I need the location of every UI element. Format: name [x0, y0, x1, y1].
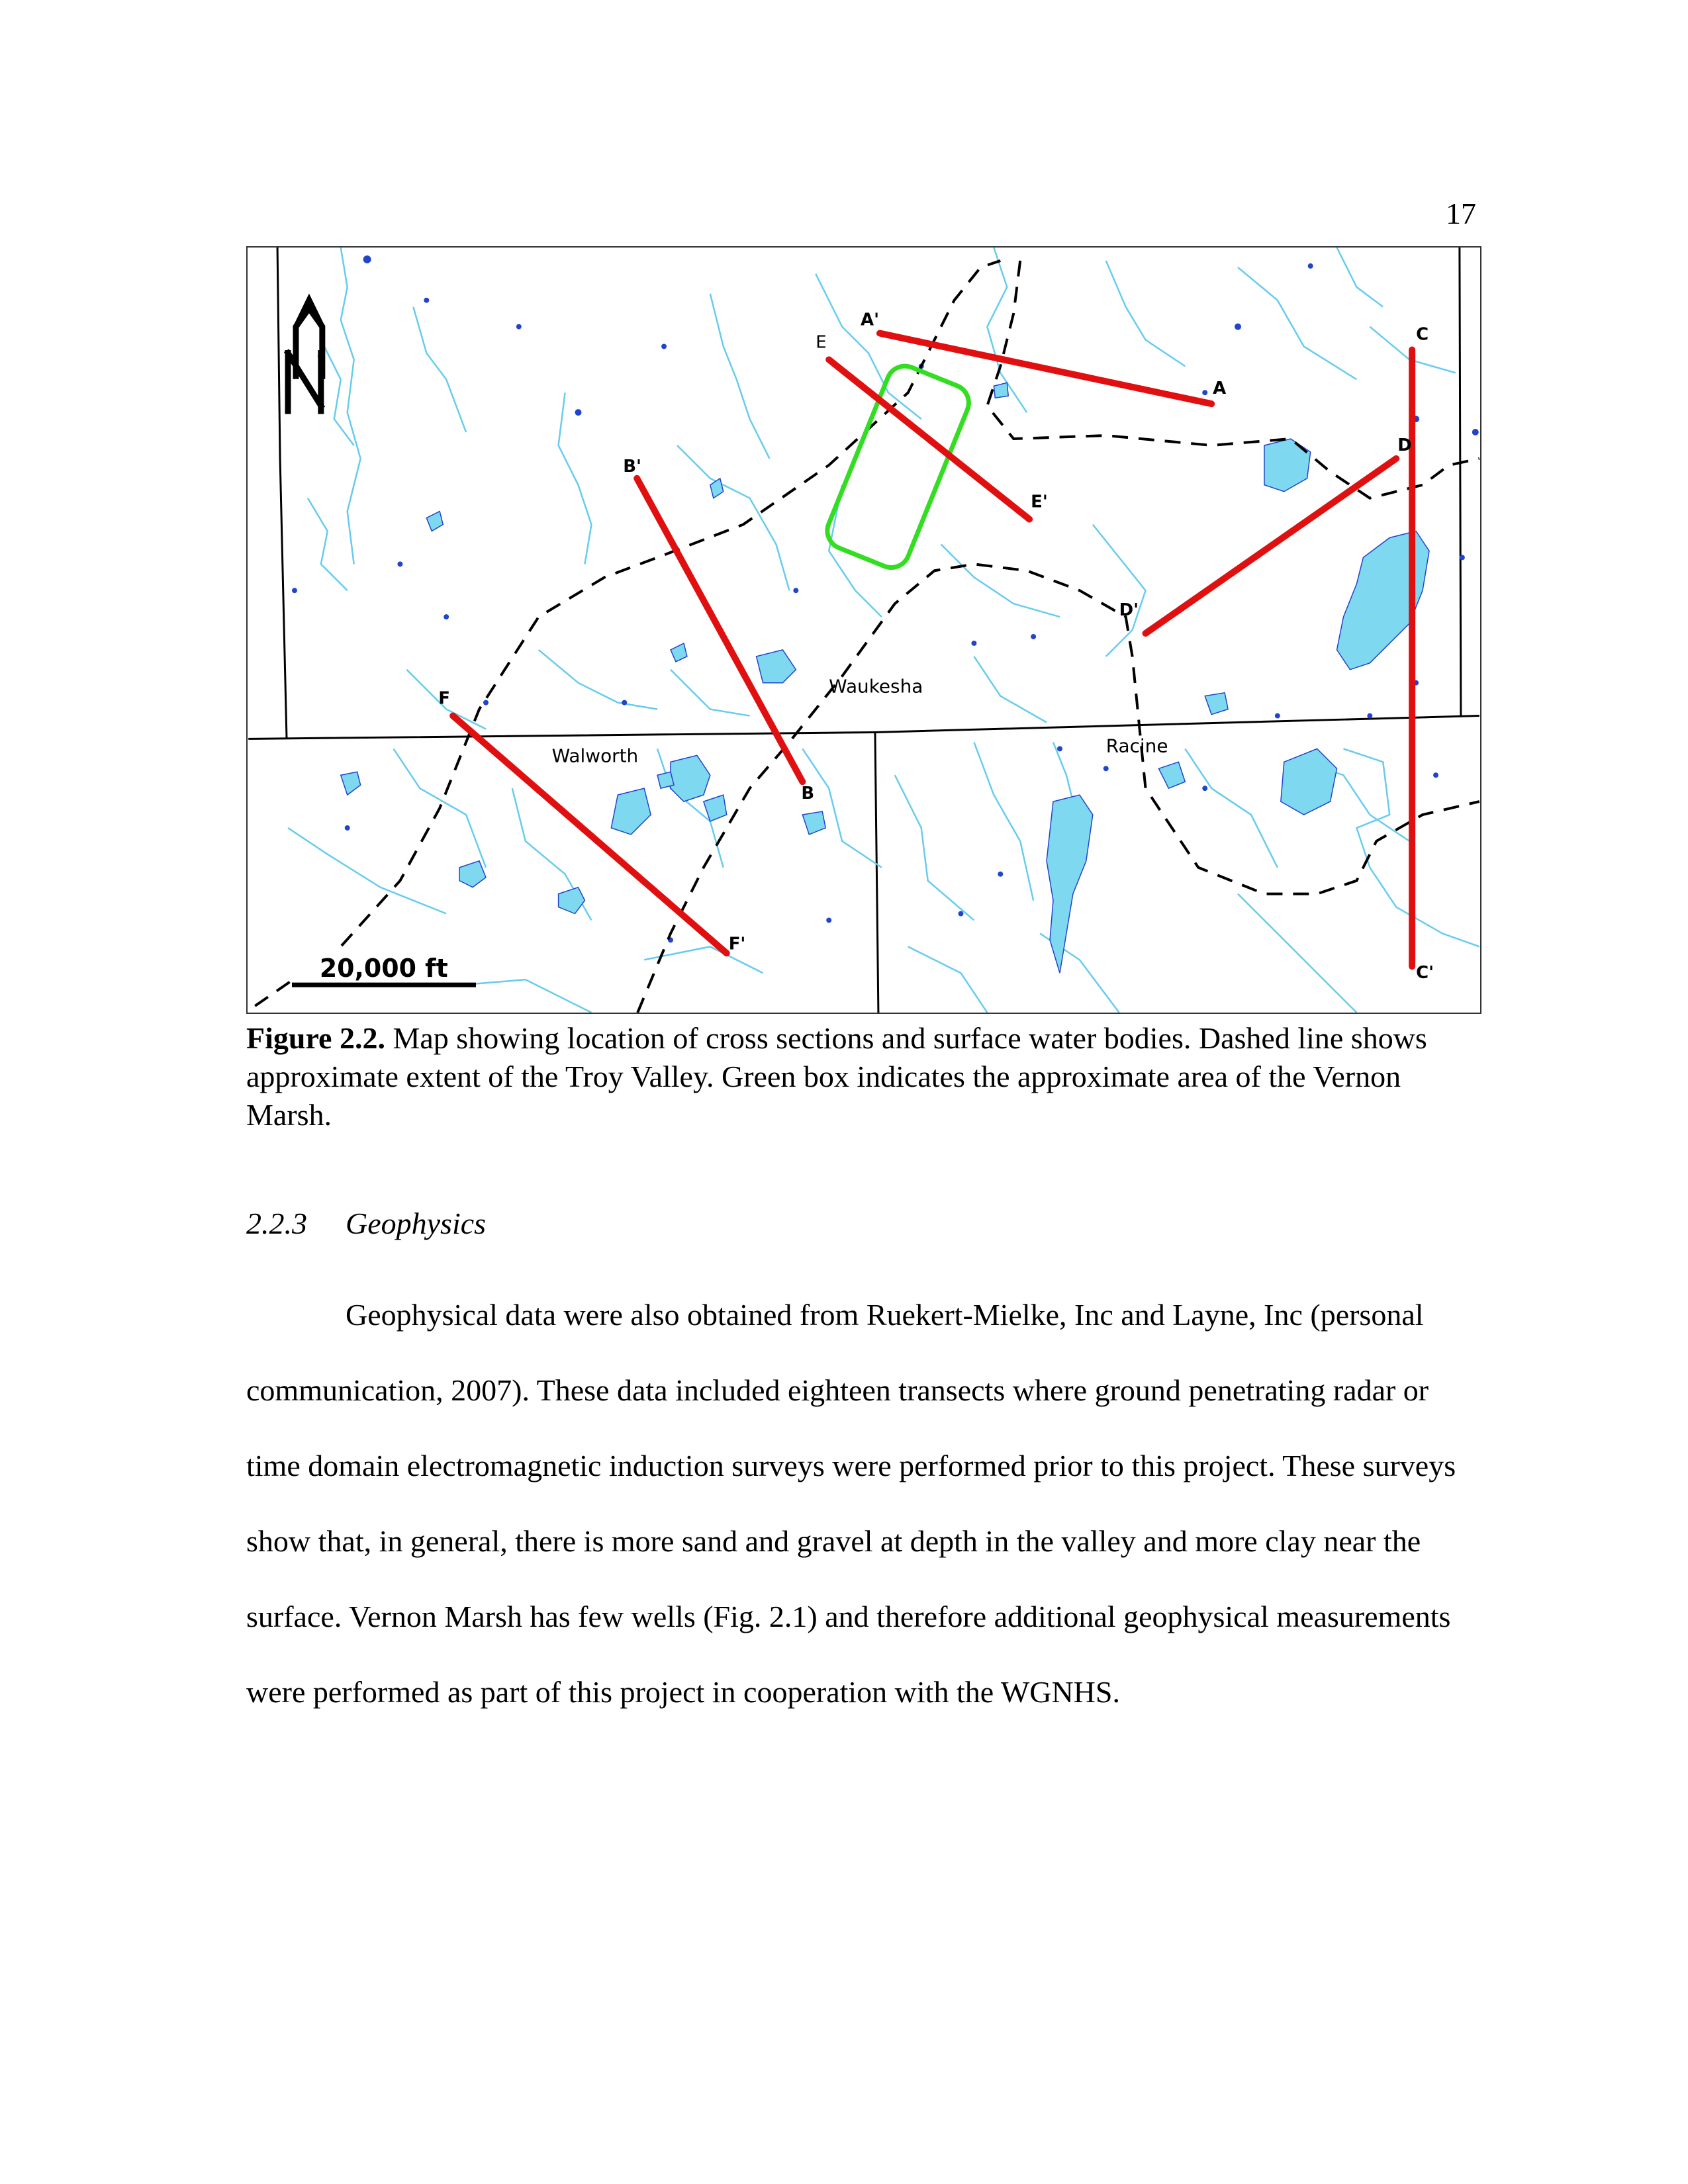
county-label-racine: Racine: [1105, 735, 1168, 757]
label-f: F: [438, 688, 450, 709]
label-b: B: [801, 784, 815, 804]
figure-map: [246, 246, 1481, 1014]
north-arrow-icon: [275, 300, 322, 411]
label-f-prime: F': [728, 934, 746, 954]
label-d: D: [1397, 435, 1412, 455]
cross-section-b: [637, 478, 802, 782]
body-text: [246, 1277, 1477, 1730]
figure-caption: [246, 1019, 1491, 1134]
paragraph: Geophysical data were also obtained from Ruekert-Mielke, Inc and Layne, Inc (personal communication, 2007). These data included eighteen transects where ground penetrating radar or time domain electromagnetic induction surveys were performed prior to this project. These surveys show that, in general, there is more sand and gravel at depth in the valley and more clay near the surface. Vernon Marsh has few wells (Fig. 2.1) and therefore additional geophysical measurements were performed as part of this project in cooperation with the WGNHS.: [246, 1298, 1456, 1709]
county-label-walworth: Walworth: [551, 745, 639, 767]
label-c: C: [1416, 324, 1429, 345]
label-e-prime: E': [1031, 492, 1048, 512]
label-a-prime: A': [861, 310, 880, 330]
vernon-marsh-box: [822, 361, 974, 573]
cross-section-a: [880, 334, 1211, 404]
scale-bar: [292, 950, 476, 985]
streams: [288, 248, 1479, 1013]
label-a: A: [1213, 379, 1227, 399]
small-water-bodies: [292, 255, 1479, 942]
page-number: 17: [1446, 197, 1476, 230]
section-title: Geophysics: [346, 1206, 487, 1240]
cross-section-e: [829, 359, 1029, 519]
figure-caption-text: Map showing location of cross sections and surface water bodies. Dashed line shows approximate extent of the Troy Valley. Green box indicates the approximate area of the Vernon Marsh.: [246, 1021, 1427, 1132]
section-heading: [246, 1206, 486, 1241]
figure-caption-label: Figure 2.2.: [246, 1021, 385, 1055]
label-c-prime: C': [1416, 963, 1434, 983]
scale-bar-label: 20,000 ft: [319, 954, 448, 983]
section-number: 2.2.3: [246, 1206, 307, 1240]
label-b-prime: B': [623, 456, 641, 477]
label-d-prime: D': [1119, 600, 1139, 621]
cross-section-lines: [453, 334, 1412, 967]
troy-valley-outline: [255, 261, 1479, 1013]
label-e: E: [816, 332, 827, 353]
map-canvas: [248, 248, 1480, 1013]
county-label-waukesha: Waukesha: [829, 675, 923, 698]
